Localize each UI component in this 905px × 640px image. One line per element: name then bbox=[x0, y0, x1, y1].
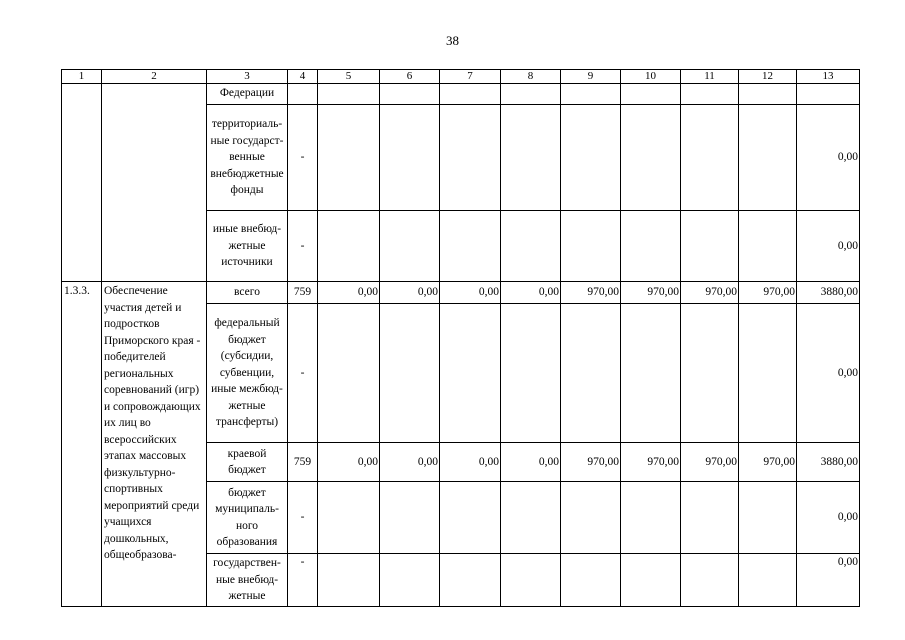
value-cell: 0,00 bbox=[501, 282, 561, 304]
funding-source: Федерации bbox=[207, 84, 288, 105]
row-total: 0,00 bbox=[797, 304, 860, 443]
column-header: 7 bbox=[440, 70, 501, 84]
row-total: 3880,00 bbox=[797, 443, 860, 482]
funding-source: краевой бюджет bbox=[207, 443, 288, 482]
value-cell: 970,00 bbox=[561, 282, 621, 304]
item-description-cell bbox=[102, 84, 207, 282]
budget-code: - bbox=[288, 304, 318, 443]
value-cell: 0,00 bbox=[501, 443, 561, 482]
item-description: Обеспечение участия детей и подростков Приморского края - победителей региональных соревнований (игр) и сопровождающих их лиц во всероссийских этапах массовых физкультурно-спортивных мероприятий среди учащихся дошкольных, общеобразова- bbox=[102, 282, 207, 607]
budget-code: 759 bbox=[288, 282, 318, 304]
row-total: 0,00 bbox=[797, 105, 860, 211]
value-cell: 970,00 bbox=[561, 443, 621, 482]
column-header: 11 bbox=[681, 70, 739, 84]
column-header: 9 bbox=[561, 70, 621, 84]
budget-code: - bbox=[288, 211, 318, 282]
column-header: 8 bbox=[501, 70, 561, 84]
budget-code: - bbox=[288, 105, 318, 211]
budget-code bbox=[288, 84, 318, 105]
column-header: 1 bbox=[62, 70, 102, 84]
value-cell: 970,00 bbox=[681, 282, 739, 304]
column-header: 3 bbox=[207, 70, 288, 84]
value-cell: 0,00 bbox=[380, 282, 440, 304]
row-total: 0,00 bbox=[797, 482, 860, 554]
funding-source: бюджет муниципаль-ного образования bbox=[207, 482, 288, 554]
column-header: 13 bbox=[797, 70, 860, 84]
row-total: 0,00 bbox=[797, 211, 860, 282]
value-cell: 970,00 bbox=[681, 443, 739, 482]
row-total: 0,00 bbox=[797, 554, 860, 607]
column-header: 6 bbox=[380, 70, 440, 84]
funding-source: территориаль-ные государст-венные внебюджетные фонды bbox=[207, 105, 288, 211]
budget-code: 759 bbox=[288, 443, 318, 482]
funding-source: государствен-ные внебюд-жетные bbox=[207, 554, 288, 607]
table-header-row bbox=[62, 70, 860, 84]
value-cell: 0,00 bbox=[440, 443, 501, 482]
funding-source: иные внебюд-жетные источники bbox=[207, 211, 288, 282]
page-number: 38 bbox=[446, 33, 459, 48]
budget-code: - bbox=[288, 554, 318, 607]
row-total: 3880,00 bbox=[797, 282, 860, 304]
value-cell: 0,00 bbox=[318, 443, 380, 482]
funding-source: федеральный бюджет (субсидии, субвенции, иные межбюд-жетные трансферты) bbox=[207, 304, 288, 443]
value-cell: 0,00 bbox=[440, 282, 501, 304]
item-code: 1.3.3. bbox=[62, 282, 102, 607]
item-code-cell bbox=[62, 84, 102, 282]
table-row bbox=[62, 84, 860, 105]
funding-source: всего bbox=[207, 282, 288, 304]
value-cell: 0,00 bbox=[318, 282, 380, 304]
column-header: 12 bbox=[739, 70, 797, 84]
value-cell: 970,00 bbox=[739, 443, 797, 482]
column-header: 2 bbox=[102, 70, 207, 84]
value-cell: 970,00 bbox=[621, 282, 681, 304]
budget-table bbox=[61, 69, 860, 607]
value-cell: 0,00 bbox=[380, 443, 440, 482]
column-header: 5 bbox=[318, 70, 380, 84]
column-header: 4 bbox=[288, 70, 318, 84]
column-header: 10 bbox=[621, 70, 681, 84]
row-total bbox=[797, 84, 860, 105]
value-cell: 970,00 bbox=[739, 282, 797, 304]
value-cell: 970,00 bbox=[621, 443, 681, 482]
budget-code: - bbox=[288, 482, 318, 554]
table-row bbox=[62, 282, 860, 304]
